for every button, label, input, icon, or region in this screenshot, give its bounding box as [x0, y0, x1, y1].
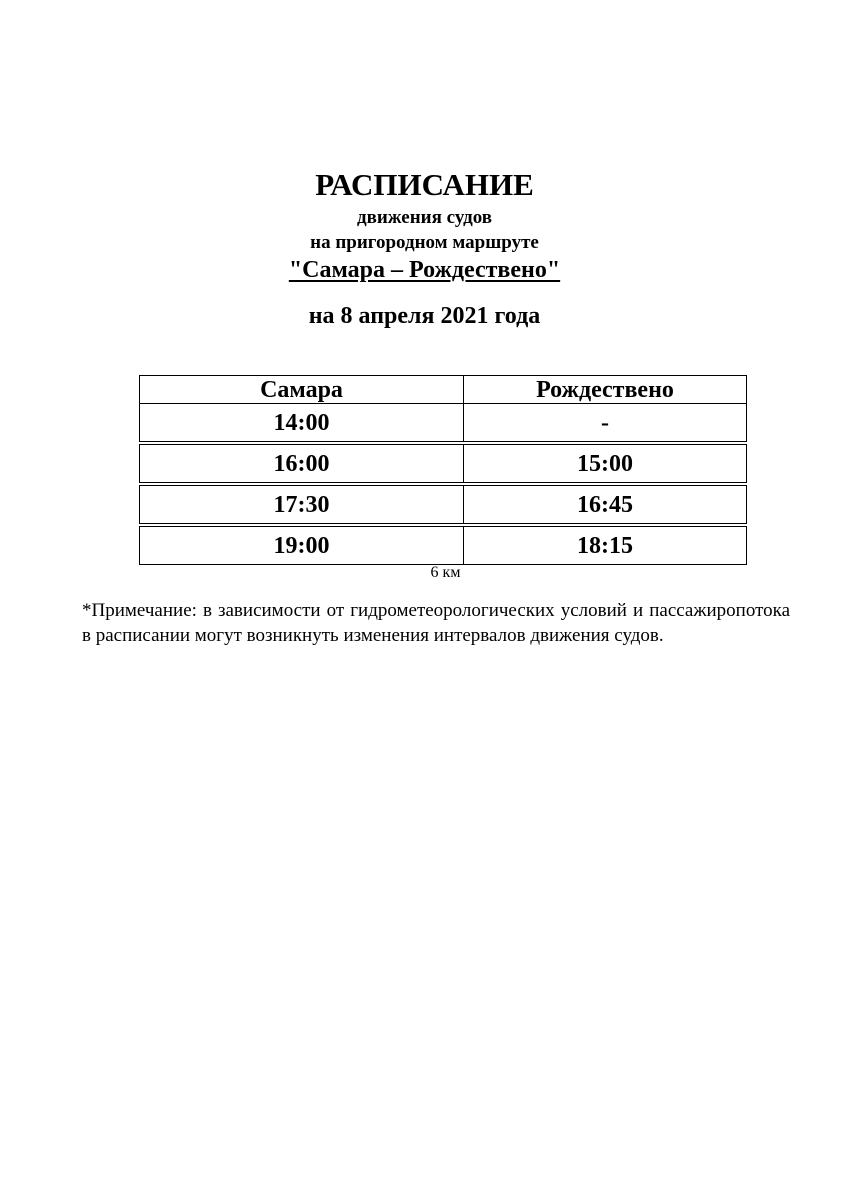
- route-distance: 6 км: [430, 564, 461, 581]
- page-title: РАСПИСАНИЕ: [315, 167, 534, 202]
- departure-samara: 14:00: [140, 404, 464, 442]
- table-row: [140, 404, 747, 442]
- subtitle-line-1: движения судов: [356, 207, 493, 228]
- departure-rozhdestveno: 16:45: [464, 486, 747, 524]
- departure-samara: 17:30: [140, 486, 464, 524]
- subtitle-line-2: на пригородном маршруте: [310, 232, 539, 253]
- table-row: [140, 486, 747, 524]
- departure-rozhdestveno: -: [464, 404, 747, 442]
- table-row: [140, 445, 747, 483]
- departure-samara: 19:00: [140, 527, 464, 565]
- column-header-rozhdestveno: Рождествено: [464, 376, 747, 404]
- footnote: *Примечание: в зависимости от гидрометеорологических условий и пассажиропотока в расписании могут возникнуть изменения интервалов движения судов.: [82, 600, 790, 646]
- departure-rozhdestveno: 18:15: [464, 527, 747, 565]
- schedule-table: [139, 375, 747, 565]
- column-header-samara: Самара: [140, 376, 464, 404]
- route-name: [0, 254, 849, 286]
- departure-rozhdestveno: 15:00: [464, 445, 747, 483]
- table-header-row: [140, 376, 747, 404]
- route-name-text: "Самара – Рождествено": [288, 257, 561, 283]
- table-row: [140, 527, 747, 565]
- schedule-date: на 8 апреля 2021 года: [308, 303, 541, 329]
- departure-samara: 16:00: [140, 445, 464, 483]
